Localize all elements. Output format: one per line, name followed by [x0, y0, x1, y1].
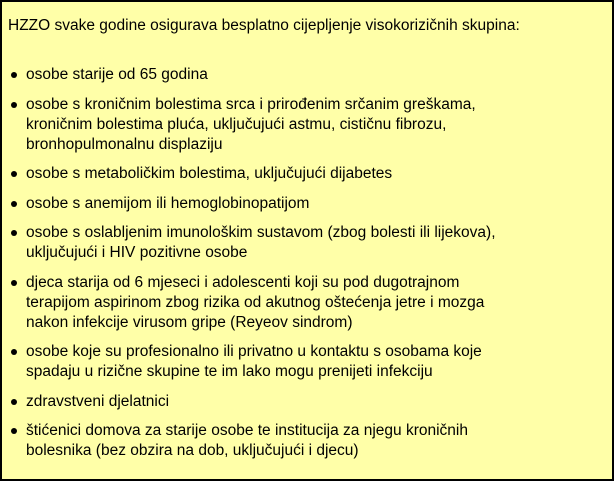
list-item-text: osobe koje su profesionalno ili privatno u kontaktu s osobama koje spadaju u rizične skupine te im lako mogu prenijeti infekciju [26, 343, 482, 380]
bullet-icon [11, 399, 17, 405]
list-item-text: zdravstveni djelatnici [26, 392, 170, 410]
list-item-text: djeca starija od 6 mjeseci i adolescenti koji su pod dugotrajnom terapijom aspirinom zbog rizika od akutnog oštećenja jetre i mozga nakon infekcije virusom gripe (Reyeov sindrom) [26, 273, 485, 331]
list-item [2, 392, 602, 412]
bullet-icon [11, 102, 17, 108]
bullet-icon [11, 349, 17, 355]
list-item [2, 164, 602, 184]
panel-heading: HZZO svake godine osigurava besplatno cijepljenje visokorizičnih skupina: [8, 17, 520, 34]
list-item [2, 194, 602, 214]
list-item-text: osobe s kroničnim bolestima srca i prirođenim srčanim greškama, kroničnim bolestima pluća, uključujući astmu, cističnu fibrozu, bronhopulmonalnu displaziju [26, 95, 476, 153]
risk-group-list [2, 65, 602, 471]
list-item [2, 421, 602, 461]
bullet-icon [11, 280, 17, 286]
list-item [2, 273, 602, 333]
bullet-icon [11, 171, 17, 177]
list-item-text: osobe s oslabljenim imunološkim sustavom (zbog bolesti ili lijekova), uključujući i HIV pozitivne osobe [26, 224, 496, 261]
list-item [2, 342, 602, 382]
bullet-icon [11, 428, 17, 434]
list-item-text: osobe s anemijom ili hemoglobinopatijom [26, 194, 310, 212]
list-item-text: osobe s metaboličkim bolestima, uključujući dijabetes [26, 165, 393, 182]
bullet-icon [11, 72, 17, 78]
list-item [2, 95, 602, 155]
list-item-text: štićenici domova za starije osobe te institucija za njegu kroničnih bolesnika (bez obzira na dob, uključujući i djecu) [26, 422, 468, 459]
bullet-icon [11, 201, 17, 207]
bullet-icon [11, 230, 17, 236]
list-item [2, 223, 602, 263]
list-item [2, 65, 602, 85]
list-item-text: osobe starije od 65 godina [26, 66, 208, 83]
